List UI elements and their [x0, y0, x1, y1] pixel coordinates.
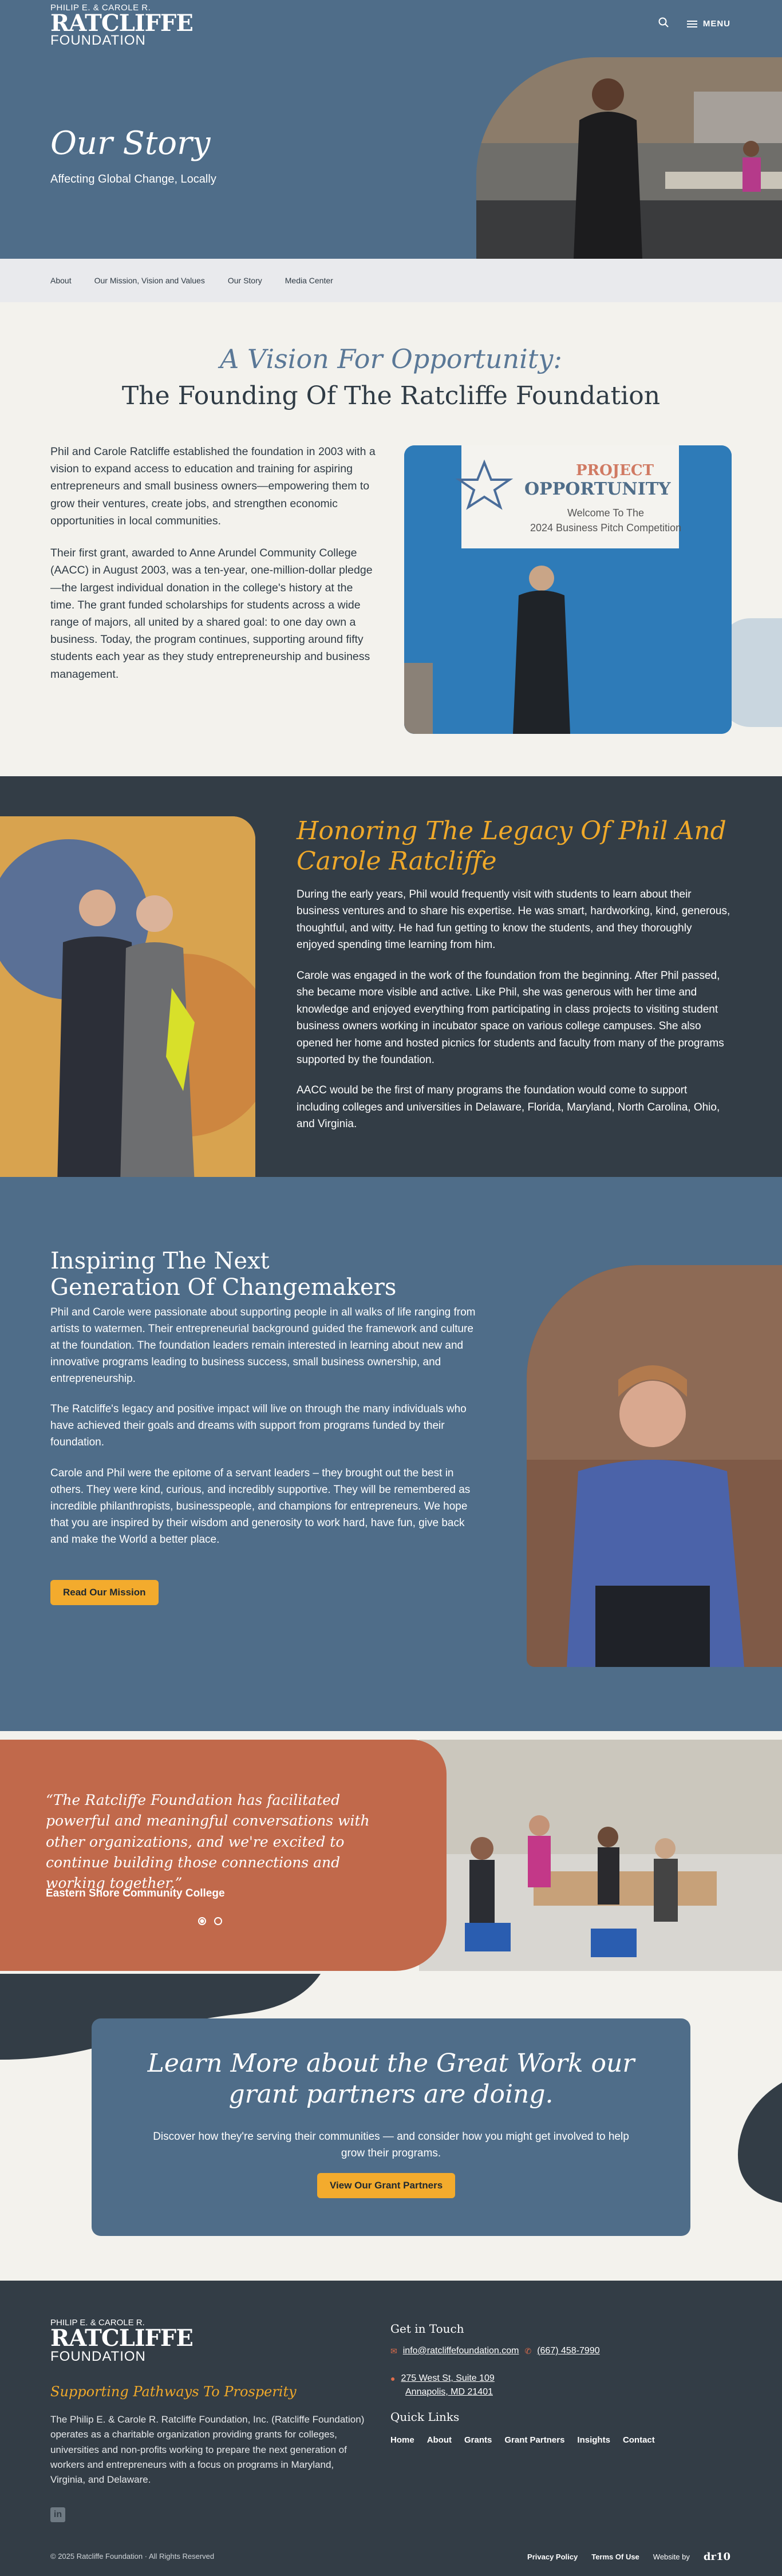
logo-line2: RATCLIFFE [50, 10, 193, 37]
quick-links [390, 2435, 655, 2445]
subnav-mission[interactable]: Our Mission, Vision and Values [94, 276, 205, 285]
legacy-paragraph-3: AACC would be the first of many programs the foundation would come to support including colleges and universities in Delaware, Florida, Maryland, North Carolina, Ohio, and Virginia. [297, 1084, 720, 1131]
legal-links [527, 2551, 730, 2563]
testimonial-quote: “The Ratcliffe Foundation has facilitated powerful and meaningful conversations with other organizations, and we're excited to continue building those connections and working together.” [46, 1792, 370, 1891]
footer-logo-line3: FOUNDATION [50, 2349, 146, 2364]
address-line1[interactable]: 275 West St, Suite 109 [401, 2373, 495, 2383]
website-by-label: Website by [653, 2553, 690, 2561]
hamburger-icon [687, 21, 697, 27]
phone-icon: ✆ [524, 2346, 532, 2356]
testimonial-section [0, 1731, 782, 1974]
terms-of-use-link[interactable]: Terms Of Use [591, 2553, 639, 2561]
legacy-section [0, 776, 782, 1217]
changemakers-paragraph-1: Phil and Carole were passionate about supporting people in all walks of life ranging from artists to watermen. Their entrepreneurial background guided the framework and culture at the foundation. The foundation leaders remain interested in learning about new and innovative programs leading to business success, small business ownership, and entrepreneurship. [50, 1306, 476, 1385]
changemakers-body [50, 1304, 485, 1562]
vision-heading: A Vision For Opportunity: [220, 343, 562, 374]
footer-logo-line1: PHILIP E. & CAROLE R. [50, 2318, 145, 2328]
view-grant-partners-button[interactable]: View Our Grant Partners [317, 2173, 455, 2198]
testimonial-card [0, 1740, 447, 1971]
quick-link-home[interactable]: Home [390, 2435, 414, 2445]
quick-link-insights[interactable]: Insights [577, 2435, 610, 2445]
subnav-media-center[interactable]: Media Center [285, 276, 333, 285]
speaker-photo [527, 1265, 782, 1667]
legacy-paragraph-1: During the early years, Phil would frequently visit with students to learn about their business ventures and to share his expertise. He was smart, hardworking, kind, generous, thoughtful, and witty. He had fun getting to know the students, and they thoroughly enjoyed spending time learning from him. [297, 888, 730, 951]
search-icon[interactable] [658, 17, 669, 30]
vision-paragraph-2: Their first grant, awarded to Anne Arundel Community College (AACC) in August 2003, was a ten-year, one-million-dollar pledge—the largest individual donation in the college's history at the time. The grant funded scholarships for students across a wide range of majors, all united by a shared goal: to one day own a business. Today, the program continues, supporting around fifty students each year as they study entrepreneurship and business management. [50, 547, 373, 681]
changemakers-paragraph-3: Carole and Phil were the epitome of a servant leaders – they brought out the best in others. They were kind, curious, and incredibly supportive. They will be remembered as incredible philanthropists, businesspeople, and champions for entrepreneurs. We hope that you are inspired by their wisdom and generosity to work hard, have fun, give back and make the World a better place. [50, 1467, 471, 1546]
testimonial-source: Eastern Shore Community College [46, 1887, 225, 1899]
legacy-body [297, 886, 732, 1147]
menu-button[interactable] [687, 19, 730, 29]
hero-section [0, 0, 782, 259]
quick-link-about[interactable]: About [426, 2435, 452, 2445]
location-pin-icon: ● [390, 2374, 396, 2383]
cta-card [92, 2018, 690, 2236]
carousel-dot-1[interactable] [198, 1917, 206, 1925]
contact-heading: Get in Touch [390, 2322, 464, 2336]
copyright: © 2025 Ratcliffe Foundation · All Rights Reserved [50, 2552, 215, 2561]
screen-text-competition: 2024 Business Pitch Competition [530, 522, 682, 534]
quick-link-grants[interactable]: Grants [464, 2435, 492, 2445]
footer-logo-line2: RATCLIFFE [50, 2325, 193, 2352]
carousel-dot-2[interactable] [214, 1917, 222, 1925]
privacy-policy-link[interactable]: Privacy Policy [527, 2553, 578, 2561]
carousel-dots [198, 1917, 222, 1925]
footer-description: The Philip E. & Carole R. Ratcliffe Foundation, Inc. (Ratcliffe Foundation) operates as a charitable organization providing grants for colleges, universities and non-profits working to prepare the next generation of workers and entrepreneurs with a focus on programs in Maryland, Virginia, and Delaware. [50, 2414, 365, 2486]
address-row-2 [405, 2387, 493, 2397]
subnav-our-story[interactable]: Our Story [227, 276, 262, 285]
quick-link-grant-partners[interactable]: Grant Partners [504, 2435, 565, 2445]
meeting-photo [419, 1740, 782, 1971]
logo-line3: FOUNDATION [50, 33, 146, 48]
changemakers-title: Inspiring The Next Generation Of Changemakers [50, 1248, 397, 1301]
vision-body [50, 443, 376, 698]
header-actions [658, 17, 730, 30]
address-line2[interactable]: Annapolis, MD 21401 [405, 2387, 493, 2397]
menu-label: MENU [702, 19, 730, 29]
screen-text-welcome: Welcome To The [567, 507, 645, 519]
contact-row [390, 2346, 600, 2356]
page-subtitle: Affecting Global Change, Locally [50, 173, 216, 185]
quick-links-heading: Quick Links [390, 2410, 460, 2424]
page-title: Our Story [50, 125, 211, 162]
vision-paragraph-1: Phil and Carole Ratcliffe established the foundation in 2003 with a vision to expand access to education and training for aspiring entrepreneurs and small business owners—empowering them to grow their ventures, create jobs, and strengthen economic opportunities in local communities. [50, 445, 376, 527]
footer-logo[interactable] [50, 2318, 193, 2364]
footer [0, 2281, 782, 2576]
phone-link[interactable]: (667) 458-7990 [537, 2346, 600, 2356]
address-row [390, 2373, 495, 2384]
sub-navigation [0, 259, 782, 302]
quick-link-contact[interactable]: Contact [622, 2435, 655, 2445]
ratcliffe-portrait-photo [0, 816, 255, 1185]
changemakers-paragraph-2: The Ratcliffe's legacy and positive impact will live on through the many individuals who have achieved their goals and dreams with support from programs funded by their foundation. [50, 1403, 467, 1449]
email-link[interactable]: info@ratcliffefoundation.com [402, 2346, 519, 2356]
linkedin-icon[interactable]: in [50, 2507, 65, 2522]
changemakers-section [0, 1177, 782, 1731]
legacy-title: Honoring The Legacy Of Phil And Carole Ratcliffe [297, 816, 726, 876]
cta-subtitle: Discover how they're serving their communities — and consider how you might get involved to help grow their programs. [153, 2131, 629, 2160]
pitch-competition-photo [404, 445, 732, 734]
subnav-about[interactable]: About [50, 276, 72, 285]
mail-icon: ✉ [390, 2346, 397, 2356]
footer-tagline: Supporting Pathways To Prosperity [50, 2384, 297, 2400]
hero-photo [476, 57, 782, 259]
site-logo[interactable] [50, 3, 193, 48]
vision-subheading: The Founding Of The Ratcliffe Foundation [121, 381, 661, 410]
logo-line1: PHILIP E. & CAROLE R. [50, 3, 151, 13]
cta-title: Learn More about the Great Work our grant partners are doing. [147, 2049, 635, 2109]
screen-text-opportunity: OPPORTUNITY [524, 479, 671, 499]
screen-text-project: PROJECT [576, 462, 654, 479]
read-our-mission-button[interactable]: Read Our Mission [50, 1580, 159, 1605]
legacy-paragraph-2: Carole was engaged in the work of the foundation from the beginning. After Phil passed, she became more visible and active. Like Phil, she was generous with her time and knowledge and enjoyed everything from participating in class projects to visiting student business owners working in incubator space on various college campuses. She also opened her home and hosted picnics for students and faculty from many of the programs supported by the foundation. [297, 969, 724, 1066]
agency-logo[interactable]: dr10 [703, 2551, 730, 2563]
